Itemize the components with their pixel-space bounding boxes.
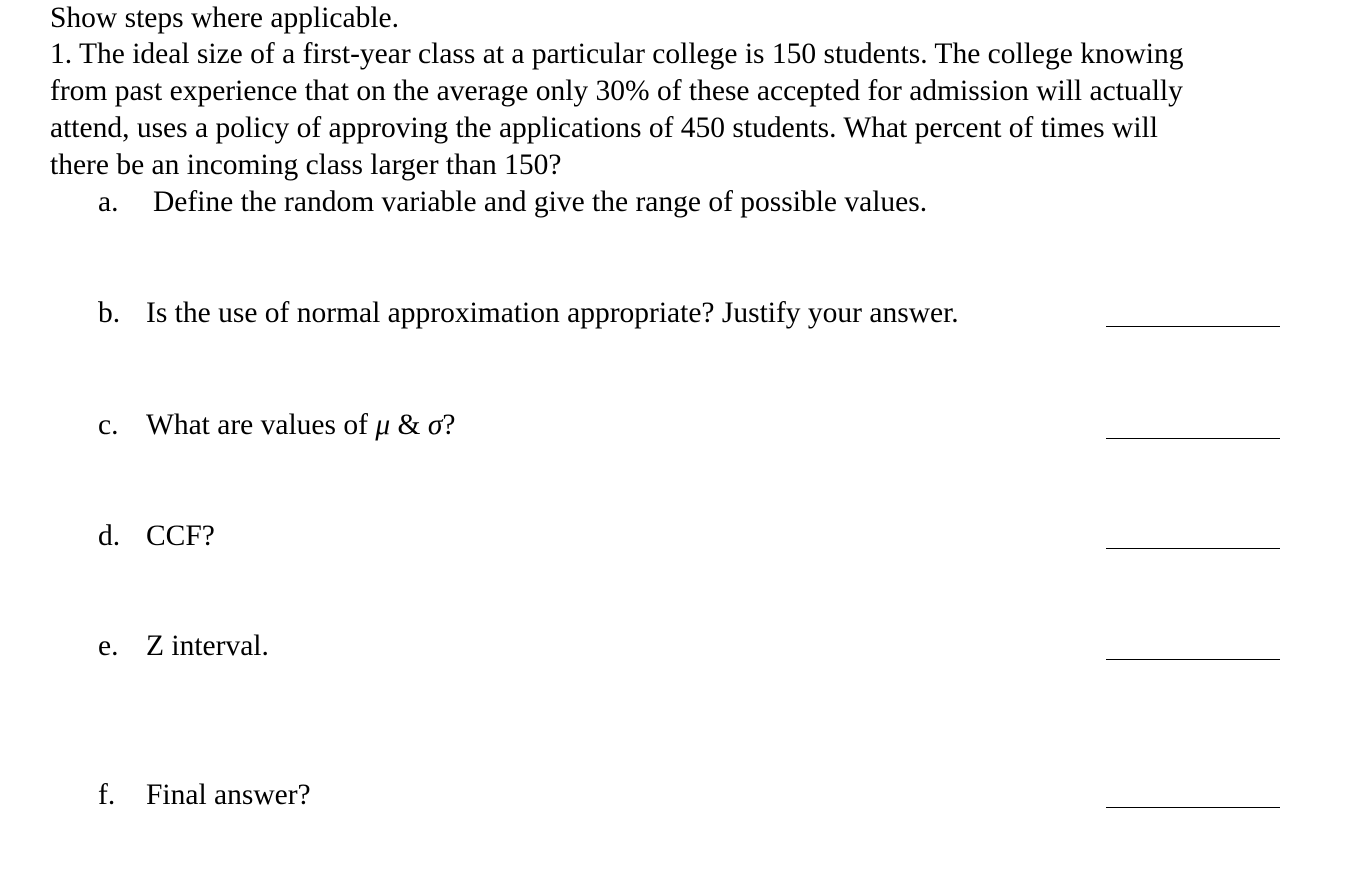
- answer-blank-b[interactable]: [1106, 326, 1280, 327]
- ampersand: &: [390, 409, 428, 441]
- part-text: CCF?: [146, 520, 215, 552]
- part-text: Final answer?: [146, 779, 311, 811]
- part-text: [146, 407, 456, 444]
- answer-blank-e[interactable]: [1106, 659, 1280, 660]
- part-b: [98, 295, 1098, 332]
- question-line: 1. The ideal size of a first-year class at a particular college is 150 students. The college knowing: [50, 38, 1184, 70]
- part-text: Define the random variable and give the range of possible values.: [153, 186, 928, 218]
- question-1: [50, 36, 1290, 184]
- part-letter: d.: [98, 520, 121, 552]
- answer-blank-c[interactable]: [1106, 438, 1280, 439]
- part-d: [98, 518, 1098, 555]
- part-letter: f.: [98, 779, 116, 811]
- part-letter: c.: [98, 409, 119, 441]
- answer-blank-f[interactable]: [1106, 807, 1280, 808]
- question-line: from past experience that on the average only 30% of these accepted for admission will actually: [50, 75, 1183, 107]
- part-letter: e.: [98, 630, 119, 662]
- part-letter: a.: [98, 186, 119, 218]
- part-letter: b.: [98, 297, 121, 329]
- part-text-before: What are values of: [146, 409, 376, 441]
- question-line: there be an incoming class larger than 150?: [50, 149, 562, 181]
- part-text: Z interval.: [146, 630, 269, 662]
- part-text-after: ?: [442, 409, 456, 441]
- part-a: [98, 184, 1098, 221]
- mu-symbol: μ: [375, 409, 391, 441]
- part-c: [98, 407, 1098, 444]
- answer-blank-d[interactable]: [1106, 548, 1280, 549]
- part-f: [98, 777, 1098, 814]
- part-e: [98, 628, 1098, 665]
- question-line: attend, uses a policy of approving the applications of 450 students. What percent of times will: [50, 112, 1158, 144]
- sigma-symbol: σ: [427, 409, 443, 441]
- part-text: Is the use of normal approximation appropriate? Justify your answer.: [146, 297, 959, 329]
- instructions-text: Show steps where applicable.: [50, 2, 399, 34]
